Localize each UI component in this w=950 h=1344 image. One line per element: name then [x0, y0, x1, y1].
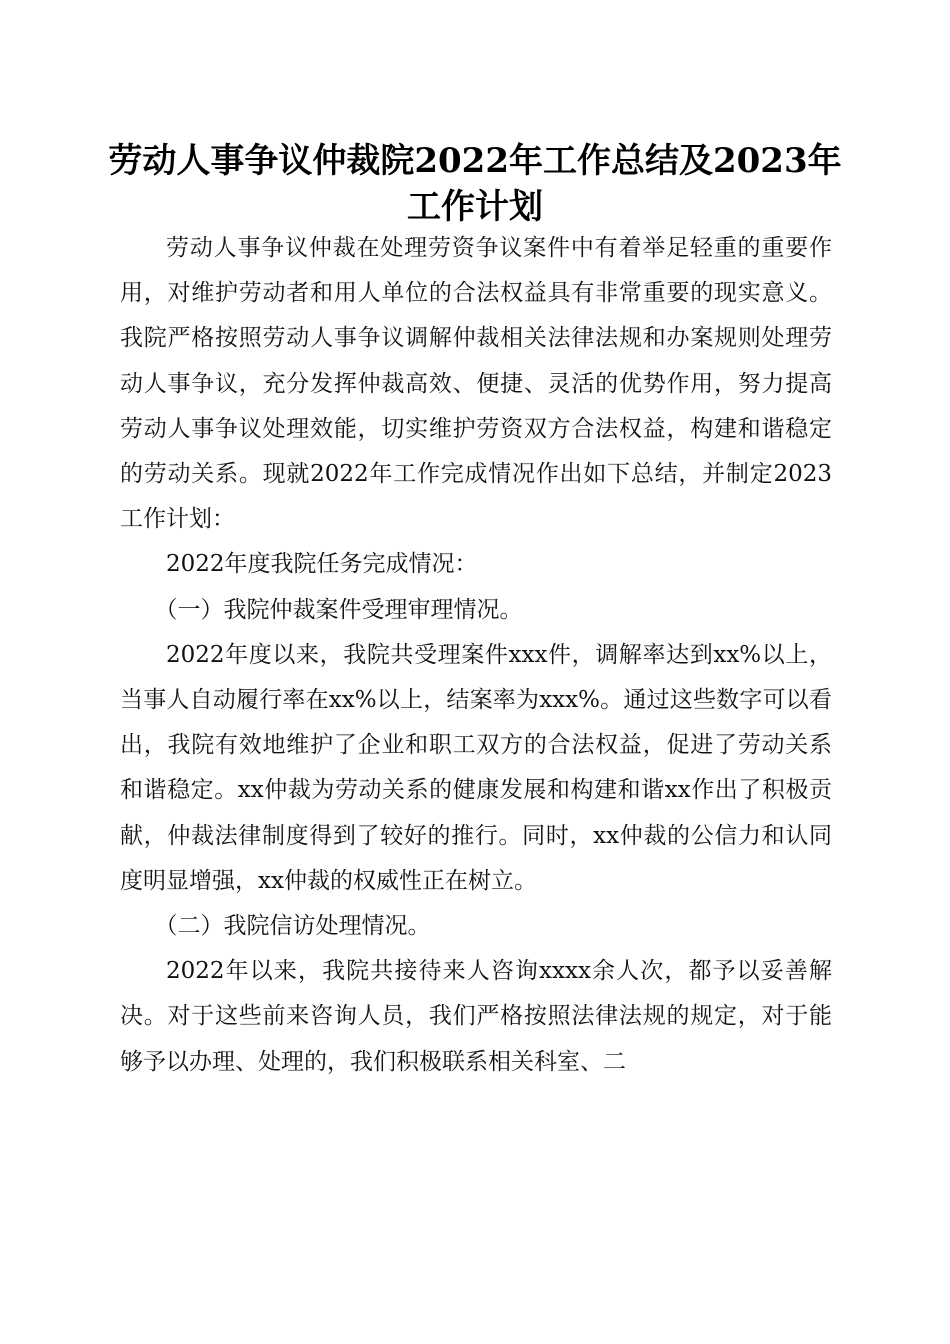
document-body — [120, 226, 832, 1085]
section-2-paragraph: 2022年以来，我院共接待来人咨询xxxx余人次，都予以妥善解决。对于这些前来咨询人员，我们严格按照法律法规的规定，对于能够予以办理、处理的，我们积极联系相关科室、二 — [120, 958, 832, 1075]
document-title: 劳动人事争议仲裁院2022年工作总结及2023年工作计划 — [108, 141, 842, 227]
section-heading-2: （二）我院信访处理情况。 — [154, 913, 431, 940]
section-1-paragraph: 2022年度以来，我院共受理案件xxx件，调解率达到xx%以上，当事人自动履行率在xx%以上，结案率为xxx%。通过这些数字可以看出，我院有效地维护了企业和职工双方的合法权益，促进了劳动关系和谐稳定。xx仲裁为劳动关系的健康发展和构建和谐xx作出了积极贡献，仲裁法律制度得到了较好的推行。同时，xx仲裁的公信力和认同度明显增强，xx仲裁的权威性正在树立。 — [120, 641, 832, 894]
intro-paragraph: 劳动人事争议仲裁在处理劳资争议案件中有着举足轻重的重要作用，对维护劳动者和用人单位的合法权益具有非常重要的现实意义。我院严格按照劳动人事争议调解仲裁相关法律法规和办案规则处理劳动人事争议，充分发挥仲裁高效、便捷、灵活的优势作用，努力提高劳动人事争议处理效能，切实维护劳资双方合法权益，构建和谐稳定的劳动关系。现就2022年工作完成情况作出如下总结，并制定2023工作计划： — [120, 235, 832, 533]
section-heading-1: （一）我院仲裁案件受理审理情况。 — [154, 596, 523, 623]
section-intro-line: 2022年度我院任务完成情况： — [166, 551, 478, 578]
